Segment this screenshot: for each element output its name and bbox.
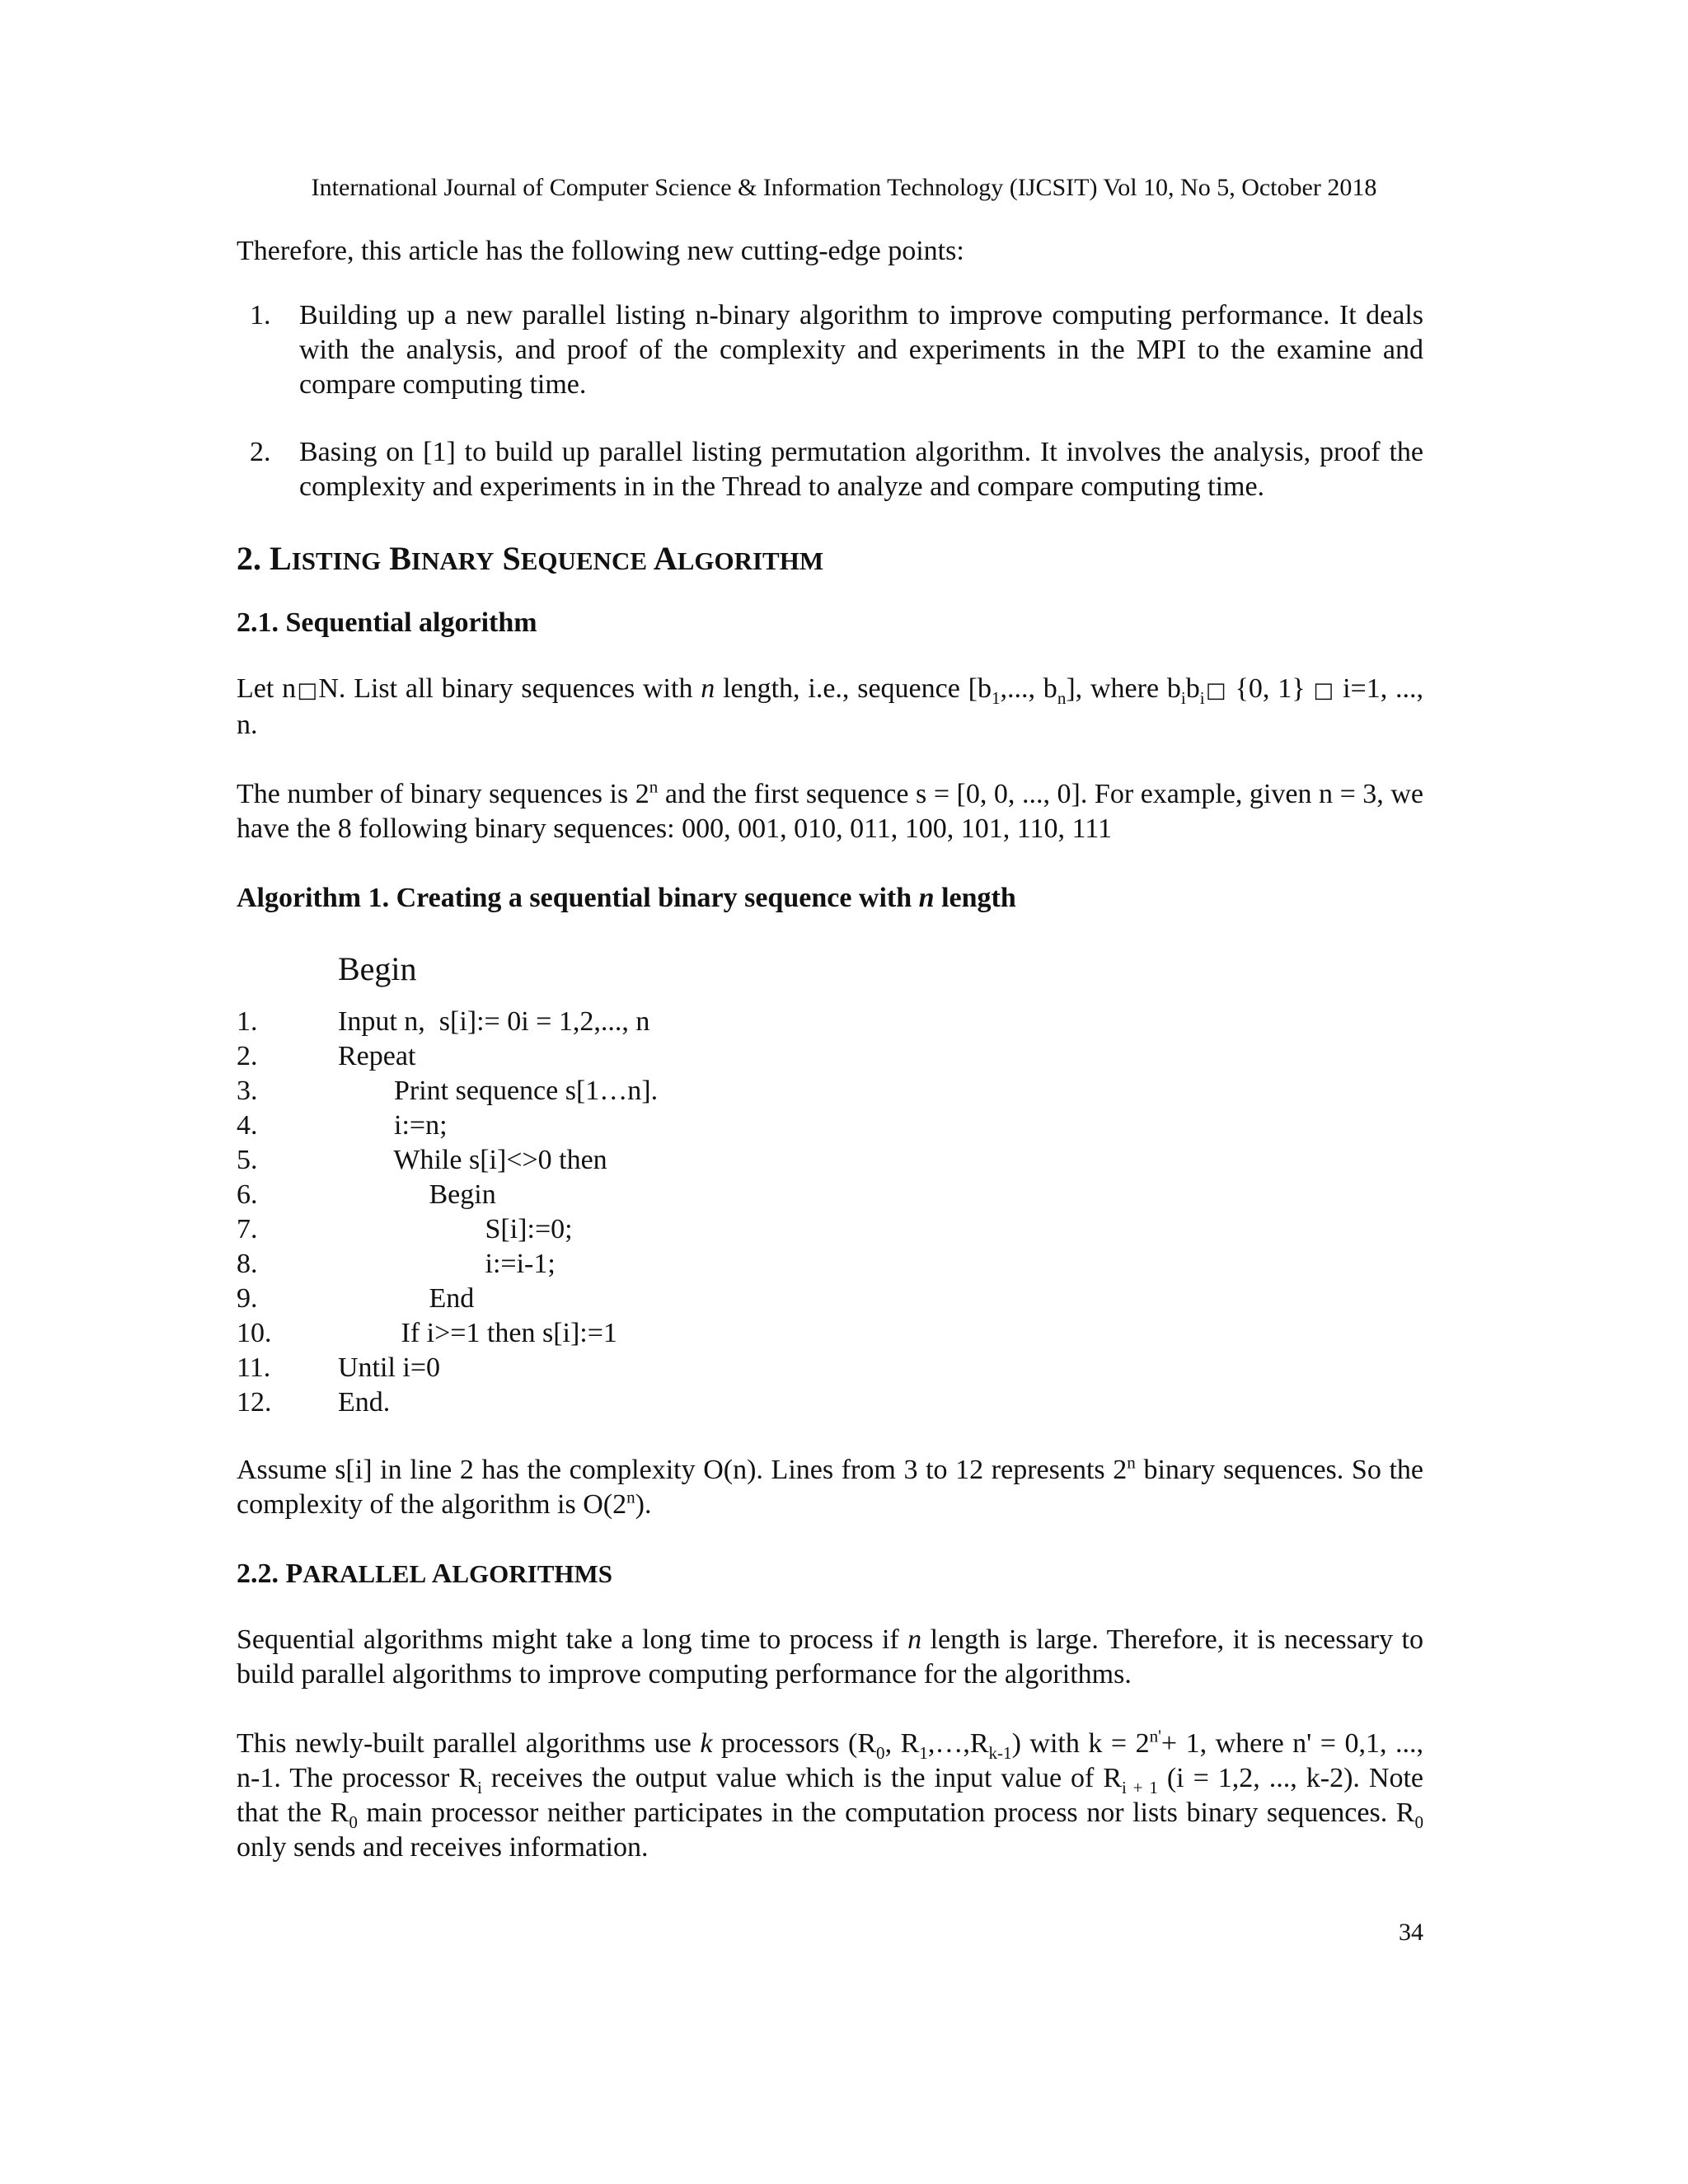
page-number: 34 bbox=[1399, 1919, 1423, 1946]
code-text: i:=i-1; bbox=[338, 1249, 556, 1279]
contribution-item-2 bbox=[237, 435, 1423, 504]
contribution-item-1 bbox=[237, 298, 1423, 402]
code-line bbox=[237, 1143, 1423, 1178]
code-text: i:=n; bbox=[338, 1110, 448, 1141]
code-text: Begin bbox=[338, 1179, 496, 1210]
code-line bbox=[237, 1108, 1423, 1143]
code-line bbox=[237, 1247, 1423, 1282]
code-line bbox=[237, 1351, 1423, 1385]
line-number: 4. bbox=[237, 1110, 258, 1141]
list-number: 2. bbox=[250, 437, 271, 467]
list-text: Building up a new parallel listing n-binary algorithm to improve computing performance. It deals with the analysis, and proof of the complexity and experiments in the MPI to the examine and compare computing time. bbox=[299, 300, 1423, 400]
code-line bbox=[237, 1005, 1423, 1039]
paragraph-complexity: Assume s[i] in line 2 has the complexity O(n). Lines from 3 to 12 represents 2$^n$ binary sequences. So the complexity of the algorithm is O(2$^n$). bbox=[237, 1452, 1423, 1520]
code-text: Until i=0 bbox=[338, 1352, 441, 1383]
code-line bbox=[237, 1282, 1423, 1316]
list-text: Basing on [1] to build up parallel listing permutation algorithm. It involves the analysis, proof the complexity and experiments in in the Thread to analyze and compare computing time. bbox=[299, 437, 1423, 502]
paragraph-binary-count: The number of binary sequences is 2$^n$ and the first sequence s = [0, 0, ..., 0]. For example, given n = 3, we have the 8 following binary sequences: 000, 001, 010, 011, 100, 101, 110, 111 bbox=[237, 776, 1424, 844]
line-number: 6. bbox=[237, 1179, 258, 1210]
line-number: 8. bbox=[237, 1249, 258, 1279]
code-text: Print sequence s[1…n]. bbox=[338, 1076, 659, 1106]
line-number: 7. bbox=[237, 1214, 258, 1244]
paragraph-definition: Let n□N. List all binary sequences with n length, i.e., sequence [$b_1$,..., $b_n$], where $b_ib_i□$ {0, 1} □ i=1, ..., n. bbox=[237, 673, 1424, 740]
code-text: S[i]:=0; bbox=[338, 1214, 573, 1244]
page-body bbox=[237, 234, 1423, 1865]
line-number: 5. bbox=[237, 1145, 258, 1175]
paragraph-processors: This newly-built parallel algorithms use k processors ($R_0$, $R_1,\dots,R_{k-1}$) with $k = 2^{n'}+ 1$, where n' = 0,1, ..., n-1. The processor $R_i$ receives the output value which is the input value of $R_{i + 1}$ (i = 1,2, ..., k-2). Note that the $R_0$ main processor neither participates in the computation process nor lists binary sequences. $R_0$ only sends and receives information. bbox=[237, 1726, 1423, 1863]
code-line bbox=[237, 1385, 1423, 1420]
line-number: 12. bbox=[237, 1387, 272, 1418]
line-number: 10. bbox=[237, 1318, 272, 1348]
line-number: 11. bbox=[237, 1352, 271, 1383]
code-line bbox=[237, 1212, 1423, 1247]
section-heading-2: 2. LISTING BINARY SEQUENCE ALGORITHM bbox=[237, 540, 824, 577]
algorithm-begin: Begin bbox=[338, 950, 417, 987]
line-number: 1. bbox=[237, 1006, 258, 1037]
code-text: Repeat bbox=[338, 1041, 416, 1071]
paragraph-parallel-motivation: Sequential algorithms might take a long time to process if n length is large. Therefore, it is necessary to build parallel algorithms to improve computing performance for the algorithms. bbox=[237, 1624, 1423, 1690]
subsection-heading-2-2: 2.2. PARALLEL ALGORITHMS bbox=[237, 1558, 612, 1589]
algorithm-title: Algorithm 1. Creating a sequential binary sequence with n length bbox=[237, 883, 1016, 913]
line-number: 2. bbox=[237, 1041, 258, 1071]
missing-glyph-icon: □ bbox=[1313, 678, 1335, 703]
line-number: 3. bbox=[237, 1076, 258, 1106]
missing-glyph-icon: □ bbox=[296, 678, 319, 703]
line-number: 9. bbox=[237, 1283, 258, 1314]
code-line bbox=[237, 1074, 1423, 1108]
list-number: 1. bbox=[250, 300, 271, 330]
running-header: International Journal of Computer Science & Information Technology (IJCSIT) Vol 10, No 5, October 2018 bbox=[311, 174, 1377, 201]
code-text: If i>=1 then s[i]:=1 bbox=[338, 1318, 617, 1348]
code-line bbox=[237, 1316, 1423, 1351]
algorithm-code-block bbox=[237, 1005, 1423, 1420]
code-text: Input n, s[i]:= 0i = 1,2,..., n bbox=[338, 1006, 650, 1037]
code-text: End. bbox=[338, 1387, 391, 1418]
code-line bbox=[237, 1178, 1423, 1212]
code-line bbox=[237, 1039, 1423, 1074]
missing-glyph-icon: □ bbox=[1204, 678, 1227, 703]
subsection-heading-2-1: 2.1. Sequential algorithm bbox=[237, 607, 537, 638]
code-text: While s[i]<>0 then bbox=[338, 1145, 607, 1175]
intro-text: Therefore, this article has the following new cutting-edge points: bbox=[237, 236, 964, 266]
code-text: End bbox=[338, 1283, 475, 1314]
